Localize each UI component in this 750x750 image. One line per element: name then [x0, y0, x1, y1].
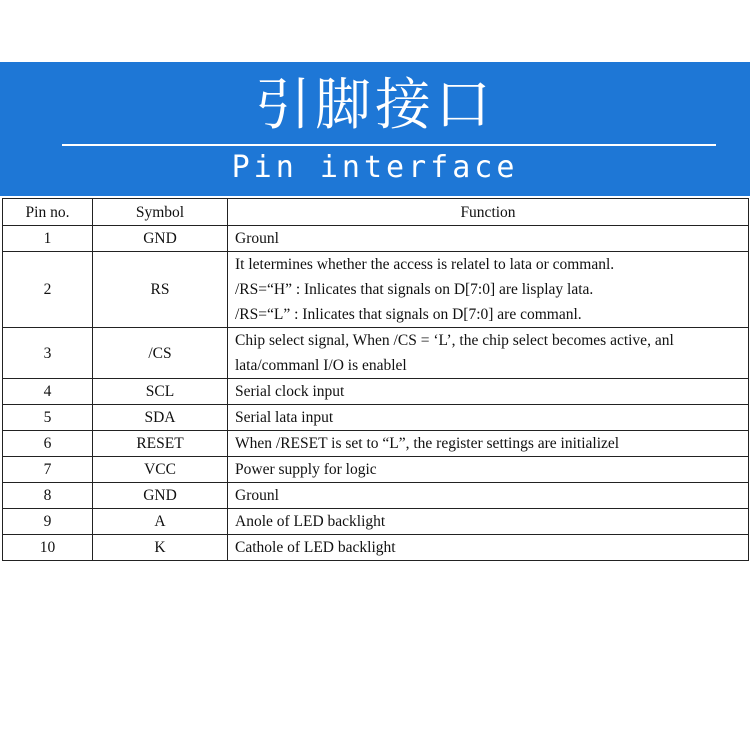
table-row — [3, 535, 749, 561]
pin-symbol: K — [93, 535, 228, 561]
table-row — [3, 457, 749, 483]
pin-symbol: SDA — [93, 405, 228, 431]
pin-function: Grounl — [228, 226, 749, 252]
pin-number: 8 — [3, 483, 93, 509]
table-row — [3, 483, 749, 509]
pin-table — [2, 198, 749, 561]
pin-symbol: GND — [93, 226, 228, 252]
pin-number: 4 — [3, 379, 93, 405]
pin-symbol: GND — [93, 483, 228, 509]
pin-number: 6 — [3, 431, 93, 457]
table-row — [3, 252, 749, 328]
function-line: /RS=“L” : Inlicates that signals on D[7:0] are commanl. — [235, 306, 582, 323]
pin-function: Chip select signal, When /CS = ‘L’, the chip select becomes active, anl lata/commanl I/O is enablel — [228, 328, 749, 379]
table-row — [3, 405, 749, 431]
pin-function: Power supply for logic — [228, 457, 749, 483]
table-row — [3, 509, 749, 535]
function-line: /RS=“H” : Inlicates that signals on D[7:0] are lisplay lata. — [235, 281, 594, 298]
column-header-function: Function — [228, 199, 749, 226]
pin-function: When /RESET is set to “L”, the register settings are initializel — [228, 431, 749, 457]
table-row — [3, 431, 749, 457]
header-banner — [0, 62, 750, 196]
pin-function: Grounl — [228, 483, 749, 509]
pin-function — [228, 252, 749, 328]
pin-symbol: RS — [93, 252, 228, 328]
pin-function: Serial clock input — [228, 379, 749, 405]
table-header-row — [3, 199, 749, 226]
pin-number: 2 — [3, 252, 93, 328]
pin-symbol: A — [93, 509, 228, 535]
table-row — [3, 226, 749, 252]
pin-symbol: VCC — [93, 457, 228, 483]
pin-number: 7 — [3, 457, 93, 483]
table-row — [3, 379, 749, 405]
pin-function: Cathole of LED backlight — [228, 535, 749, 561]
pin-number: 1 — [3, 226, 93, 252]
title-english: Pin interface — [231, 150, 519, 185]
title-chinese: 引脚接口 — [255, 73, 495, 138]
pin-function: Anole of LED backlight — [228, 509, 749, 535]
pin-symbol: /CS — [93, 328, 228, 379]
title-divider — [62, 144, 716, 146]
pin-number: 5 — [3, 405, 93, 431]
pin-number: 9 — [3, 509, 93, 535]
pin-number: 10 — [3, 535, 93, 561]
column-header-pin: Pin no. — [3, 199, 93, 226]
pin-symbol: RESET — [93, 431, 228, 457]
function-line: It letermines whether the access is relatel to lata or commanl. — [235, 256, 615, 273]
pin-function: Serial lata input — [228, 405, 749, 431]
table-row — [3, 328, 749, 379]
column-header-symbol: Symbol — [93, 199, 228, 226]
pin-symbol: SCL — [93, 379, 228, 405]
pin-number: 3 — [3, 328, 93, 379]
